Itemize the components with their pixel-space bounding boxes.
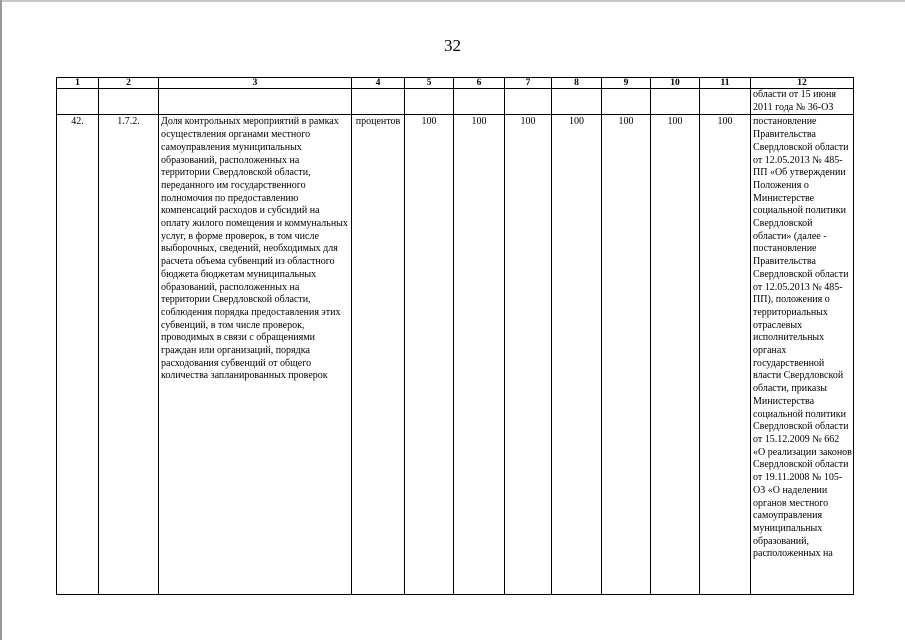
table-cell <box>352 89 405 115</box>
row-number: 42. <box>57 115 99 595</box>
header-cell: 4 <box>352 78 405 89</box>
indicator-name: Доля контрольных мероприятий в рамках осуществления органами местного самоуправления муниципальных образований, расположенных на территории Свердловской области, переданного им государственного полномочия по предоставлению компенсаций расходов и субсидий на оплату жилого помещения и коммунальных услуг, в форме проверок, в том числе выборочных, сведений, необходимых для расчета объема субвенций из областного бюджета бюджетам муниципальных образований, расположенных на территории Свердловской области, соблюдения порядка предоставления этих субвенций, в том числе проверок, проводимых в связи с обращениями граждан или организаций, порядка расходования субвенций от общего количества запланированных проверок <box>159 115 352 595</box>
value-cell: 100 <box>552 115 602 595</box>
table-cell <box>602 89 651 115</box>
source-cell-continued: области от 15 июня 2011 года № 36-ОЗ <box>751 89 854 115</box>
table-cell <box>552 89 602 115</box>
unit-cell: процентов <box>352 115 405 595</box>
page-edge-top <box>0 0 905 2</box>
header-cell: 9 <box>602 78 651 89</box>
value-cell: 100 <box>405 115 454 595</box>
header-cell: 8 <box>552 78 602 89</box>
value-cell: 100 <box>454 115 505 595</box>
header-cell: 10 <box>651 78 700 89</box>
value-cell: 100 <box>700 115 751 595</box>
header-cell: 1 <box>57 78 99 89</box>
source-cell: постановление Правительства Свердловской области от 12.05.2013 № 485-ПП «Об утверждении Положения о Министерстве социальной политики Свердловской области» (далее - постановление Правительства Свердловской области от 12.05.2013 № 485-ПП), положения о территориальных отраслевых исполнительных органах государственной власти Свердловской области, приказы Министерства социальной политики Свердловской области от 15.12.2009 № 662 «О реализации законов Свердловской области от 19.11.2008 № 105-ОЗ «О наделении органов местного самоуправления муниципальных образований, расположенных на <box>751 115 854 595</box>
data-table <box>56 77 854 595</box>
table-cell <box>99 89 159 115</box>
table-row-continuation <box>57 89 854 115</box>
table-header-row <box>57 78 854 89</box>
header-cell: 2 <box>99 78 159 89</box>
table-cell <box>159 89 352 115</box>
value-cell: 100 <box>505 115 552 595</box>
header-cell: 3 <box>159 78 352 89</box>
header-cell: 11 <box>700 78 751 89</box>
table-cell <box>405 89 454 115</box>
table-cell <box>57 89 99 115</box>
value-cell: 100 <box>602 115 651 595</box>
value-cell: 100 <box>651 115 700 595</box>
table-row <box>57 115 854 595</box>
header-cell: 7 <box>505 78 552 89</box>
header-cell: 12 <box>751 78 854 89</box>
table-cell <box>454 89 505 115</box>
header-cell: 6 <box>454 78 505 89</box>
table-cell <box>651 89 700 115</box>
table-cell <box>505 89 552 115</box>
page-number: 32 <box>444 36 461 55</box>
row-code: 1.7.2. <box>99 115 159 595</box>
page-edge-left <box>0 0 2 640</box>
header-cell: 5 <box>405 78 454 89</box>
table-cell <box>700 89 751 115</box>
